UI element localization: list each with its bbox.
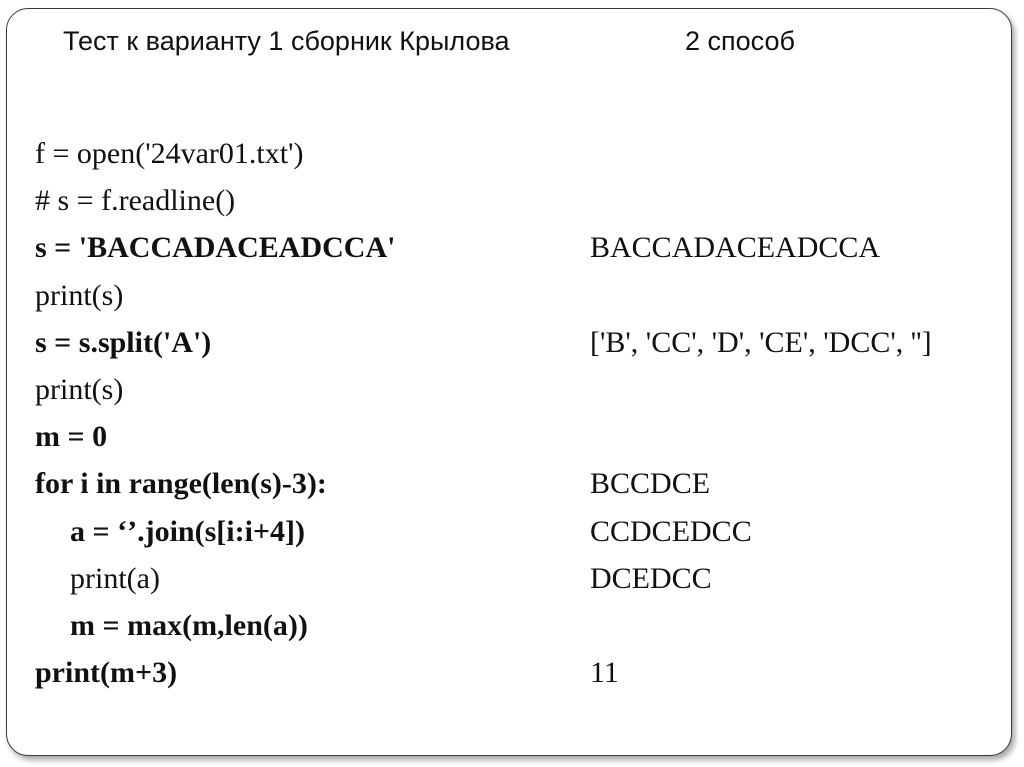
code-line-max: m = max(m,len(a)): [70, 608, 308, 642]
output-line: ['B', 'CC', 'D', 'CE', 'DCC', '']: [590, 325, 932, 359]
code-line-assign-string: s = 'BACCADACEADCCA': [35, 231, 396, 265]
code-line-split: s = s.split('A'): [35, 325, 212, 359]
output-line: BACCADACEADCCA: [590, 231, 881, 265]
title-method: 2 способ: [685, 26, 795, 56]
code-line-join: a = ‘’.join(s[i:i+4]): [70, 514, 305, 548]
title-text: Тест к варианту 1 сборник Крылова: [63, 26, 510, 56]
output-line: DCEDCC: [590, 561, 712, 595]
output-line: [590, 177, 1010, 224]
code-line-comment-readline: # s = f.readline(): [35, 184, 236, 218]
output-line: [590, 366, 1010, 413]
code-line-print-a: print(a): [70, 561, 160, 595]
code-line-print-result: print(m+3): [35, 656, 178, 690]
output-line: [590, 130, 1010, 177]
output-line: [590, 602, 1010, 649]
output-line: CCDCEDCC: [590, 514, 752, 548]
code-block: [35, 130, 595, 696]
output-line: BCCDCE: [590, 467, 711, 501]
output-line: 11: [590, 656, 619, 690]
code-line-print-s-split: print(s): [35, 372, 124, 406]
code-line-for-loop: for i in range(len(s)-3):: [35, 467, 327, 501]
code-line-init-m: m = 0: [35, 420, 108, 454]
output-block: [590, 130, 1010, 696]
code-line-print-s: print(s): [35, 278, 124, 312]
code-line-open-file: f = open('24var01.txt'): [35, 137, 304, 170]
slide-title: [63, 22, 795, 60]
output-line: [590, 413, 1010, 460]
output-line: [590, 272, 1010, 319]
